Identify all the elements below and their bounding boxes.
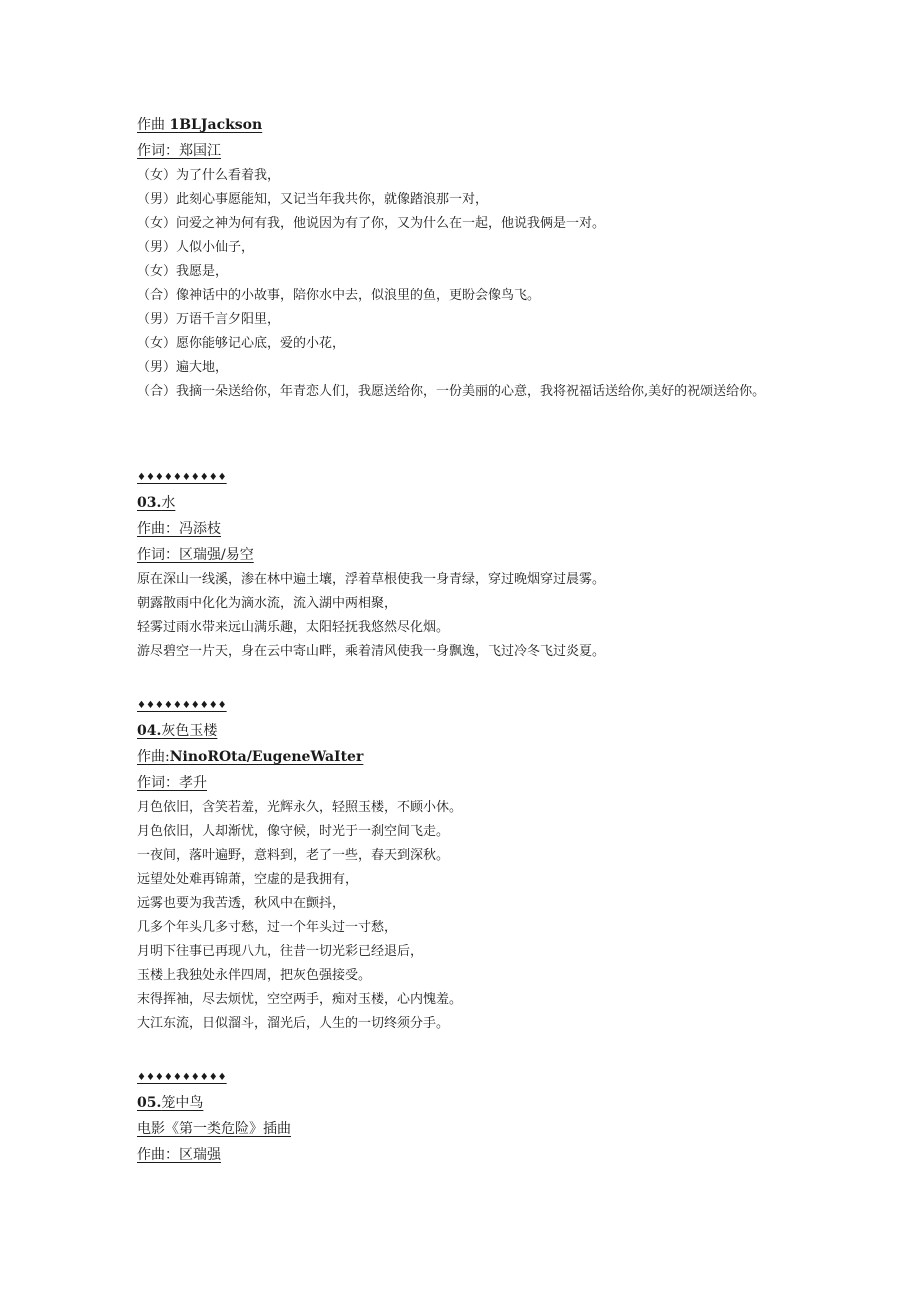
composer-name: NinoROta/EugeneWaIter <box>169 749 364 765</box>
song-block-2 <box>137 112 797 404</box>
lyric-line: （女）问爱之神为何有我，他说因为有了你，又为什么在一起，他说我俩是一对。 <box>137 216 606 231</box>
lyric-line: 轻雾过雨水带来远山满乐趣，太阳轻抚我悠然尽化烟。 <box>137 620 450 635</box>
lyric-line: 末得挥袖，尽去烦忧，空空两手，痴对玉楼，心内愧羞。 <box>137 992 463 1007</box>
composer-label: 作曲 <box>137 117 165 133</box>
lyric-line: 月明下往事已再现八九，往昔一切光彩已经退后， <box>137 944 424 959</box>
lyric-line: 原在深山一线溪，渗在林中遍土壤，浮着草根使我一身青绿，穿过晚烟穿过晨雾。 <box>137 572 606 587</box>
song-title: 水 <box>161 495 176 511</box>
song-number: 05. <box>137 1095 162 1111</box>
lyric-line: 大江东流，日似溜斗，溜光后，人生的一切终须分手。 <box>137 1016 450 1031</box>
lyric-line: （男）此刻心事愿能知，又记当年我共你，就像踏浪那一对， <box>137 192 489 207</box>
lyric-line: （合）像神话中的小故事，陪你水中去，似浪里的鱼，更盼会像鸟飞。 <box>137 288 541 303</box>
spacer <box>137 404 797 466</box>
lyric-line: 月色依旧，含笑若羞，光辉永久，轻照玉楼，不顾小休。 <box>137 800 463 815</box>
song-title-line <box>137 490 797 516</box>
section-separator: ♦♦♦♦♦♦♦♦♦♦ <box>137 700 227 711</box>
lyric-line: （合）我摘一朵送给你，年青恋人们，我愿送给你，一份美丽的心意，我将祝福话送给你,美好的祝颂送给你。 <box>137 384 766 399</box>
lyric-line: 远望处处难再锦萧，空虚的是我拥有， <box>137 872 359 887</box>
composer-line <box>137 112 797 138</box>
composer-label: 作曲: <box>137 749 170 765</box>
lyricist-line: 作词：孝升 <box>137 775 207 791</box>
lyric-line: （女）愿你能够记心底，爱的小花， <box>137 336 346 351</box>
spacer <box>137 664 797 694</box>
lyric-line: 远雾也要为我苦透，秋风中在颤抖， <box>137 896 346 911</box>
song-number: 03. <box>137 495 162 511</box>
lyricist-line: 作词：郑国江 <box>137 143 221 159</box>
composer-line: 作曲：冯添枝 <box>137 521 221 537</box>
song-block-4 <box>137 694 797 1036</box>
lyric-line: 一夜间，落叶遍野，意料到，老了一些，春天到深秋。 <box>137 848 450 863</box>
lyric-line: （男）遍大地， <box>137 360 229 375</box>
song-block-3 <box>137 466 797 664</box>
spacer <box>137 1036 797 1066</box>
lyric-line: 游尽碧空一片天，身在云中寄山畔，乘着清风使我一身飘逸，飞过冷冬飞过炎夏。 <box>137 644 606 659</box>
song-title: 灰色玉楼 <box>161 723 218 739</box>
song-subtitle: 电影《第一类危险》插曲 <box>137 1121 291 1137</box>
song-title-line <box>137 718 797 744</box>
lyric-line: （男）万语千言夕阳里， <box>137 312 281 327</box>
composer-line <box>137 744 797 770</box>
song-title: 笼中鸟 <box>161 1095 204 1111</box>
section-separator: ♦♦♦♦♦♦♦♦♦♦ <box>137 472 227 483</box>
lyricist-line: 作词：区瑞强/易空 <box>137 547 254 563</box>
lyric-line: 朝露散雨中化化为滴水流，流入湖中两相聚， <box>137 596 398 611</box>
lyric-line: （女）为了什么看着我， <box>137 168 281 183</box>
composer-line: 作曲：区瑞强 <box>137 1147 221 1163</box>
lyric-line: 月色依旧，人却渐忧，像守候，时光于一刹空间飞走。 <box>137 824 450 839</box>
document-page <box>137 112 797 1168</box>
section-separator: ♦♦♦♦♦♦♦♦♦♦ <box>137 1072 227 1083</box>
lyric-line: 几多个年头几多寸愁，过一个年头过一寸愁， <box>137 920 398 935</box>
lyric-line: （女）我愿是， <box>137 264 229 279</box>
song-block-5 <box>137 1066 797 1168</box>
lyric-line: 玉楼上我独处永伴四周，把灰色强接受。 <box>137 968 372 983</box>
song-title-line <box>137 1090 797 1116</box>
lyric-line: （男）人似小仙子， <box>137 240 255 255</box>
song-number: 04. <box>137 723 162 739</box>
composer-name: 1BLJackson <box>169 117 263 133</box>
